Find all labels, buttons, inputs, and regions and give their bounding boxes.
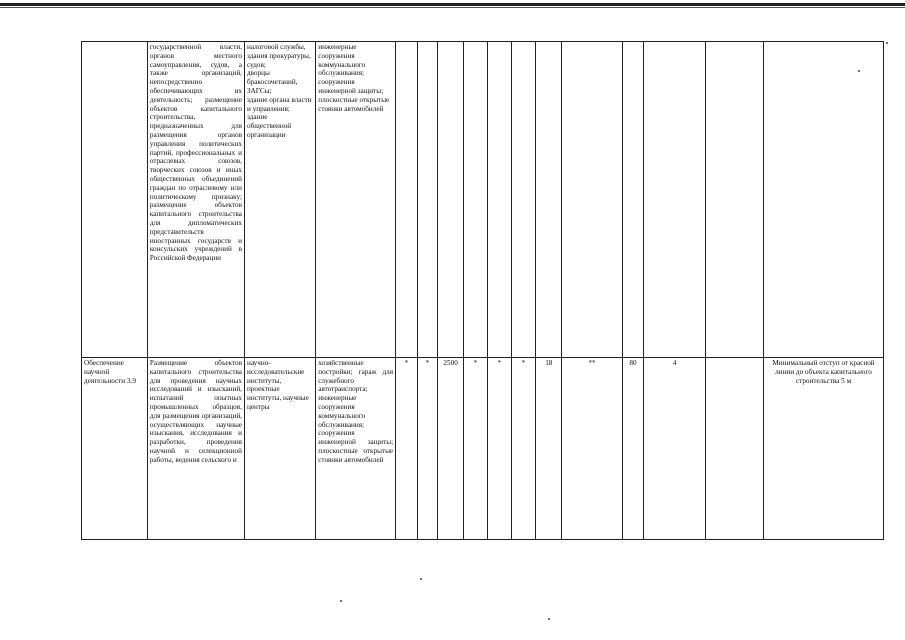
note-cell — [764, 42, 884, 358]
table-row — [82, 42, 884, 358]
param-cell — [487, 42, 511, 358]
page-top-border — [0, 3, 905, 6]
param-cell — [464, 42, 488, 358]
param-cell: * — [487, 358, 511, 540]
main-objects-cell: научно-исследовательские институты, проектные институты, научные центры — [244, 358, 315, 540]
page-top-border-thin — [0, 7, 905, 8]
scan-speck — [420, 578, 422, 580]
param-cell — [396, 42, 418, 358]
scan-speck — [858, 70, 860, 72]
description-cell: государственной власти, органов местного самоуправления, судов, а также организаций, непосредственно обеспечивающих их деятельность; размещение объектов капитального строительства, предназначенных для размещения органов управления политических партий, профессиональных и отраслевых союзов, творческих союзов и иных общественных объединений граждан по отраслевому или политическому признаку; размещение объектов капитального строительства для дипломатических представительств иностранных государств и консульских учреждений в Российской Федерации — [147, 42, 244, 358]
scan-speck — [340, 600, 342, 602]
param-cell: ** — [562, 358, 622, 540]
param-cell — [511, 42, 536, 358]
param-cell: 2500 — [438, 358, 464, 540]
regulations-table — [81, 41, 884, 540]
param-cell — [622, 42, 644, 358]
param-cell: * — [417, 358, 438, 540]
param-cell — [417, 42, 438, 358]
main-objects-cell: налоговой службы, здания прокуратуры, судов; дворцы бракосочетаний, ЗАГСы; здание органа власти и управления; здание общественной организации — [244, 42, 315, 358]
description-cell: Размещение объектов капитального строительства для проведения научных исследований и изысканий, испытаний опытных промышленных образцов, для размещения организаций, осуществляющих научные изыскания, исследования и разработки, проведения научной и селекционной работы, ведения сельского и — [147, 358, 244, 540]
scan-speck — [548, 618, 550, 620]
param-cell: 4 — [644, 358, 706, 540]
table-row — [82, 358, 884, 540]
param-cell — [705, 42, 763, 358]
param-cell — [705, 358, 763, 540]
param-cell — [644, 42, 706, 358]
param-cell: * — [511, 358, 536, 540]
land-use-type-cell — [82, 42, 148, 358]
land-use-type-cell: Обеспечение научной деятельности 3.9 — [82, 358, 148, 540]
auxiliary-objects-cell: хозяйственные постройки; гараж для служебного автотранспорта; инженерные сооружения коммунального обслуживания; сооружения инженерной защиты; плоскостные открытые стоянки автомобилей — [316, 358, 396, 540]
param-cell — [536, 42, 562, 358]
param-cell: * — [464, 358, 488, 540]
param-cell — [438, 42, 464, 358]
scan-speck — [886, 42, 888, 44]
param-cell: * — [396, 358, 418, 540]
param-cell: 18 — [536, 358, 562, 540]
auxiliary-objects-cell: инженерные сооружения коммунального обслуживания; сооружения инженерной защиты; плоскостные открытые стоянки автомобилей — [316, 42, 396, 358]
param-cell: 80 — [622, 358, 644, 540]
param-cell — [562, 42, 622, 358]
note-cell: Минимальный отступ от красной линии до объекта капитального строительства 5 м — [764, 358, 884, 540]
